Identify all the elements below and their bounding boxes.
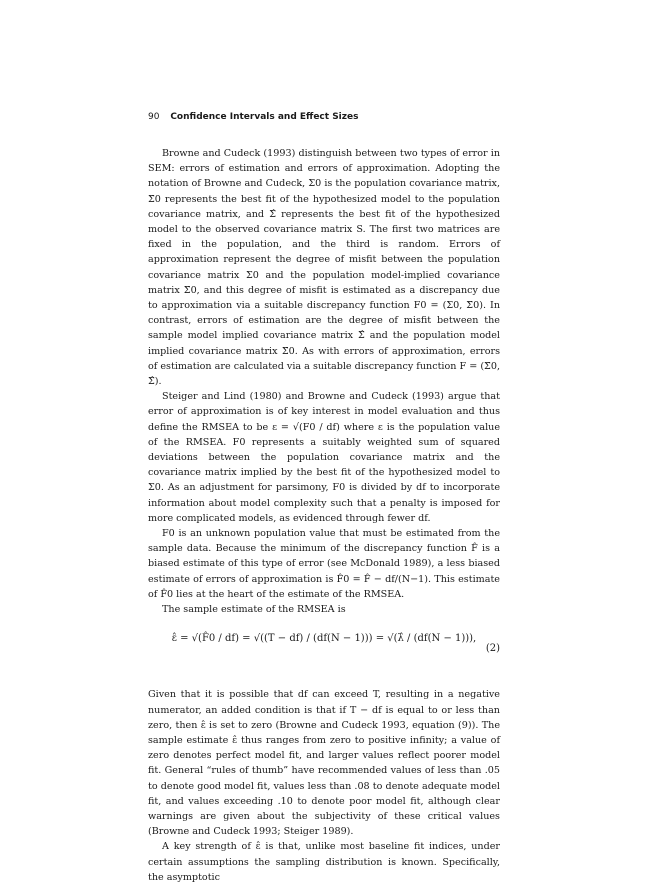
equation-term-1: √(F̂0 / df): [191, 633, 239, 645]
equation-2: [148, 625, 500, 673]
equation-lhs: ε̂ =: [171, 633, 189, 645]
equation-term-2: √((T − df) / (df(N − 1))): [253, 633, 373, 645]
equation-number: (2): [485, 643, 500, 655]
running-header: [148, 112, 358, 122]
body-text: [148, 146, 500, 885]
paragraph-3: F0 is an unknown population value that must be estimated from the sample data. Because the minimum of the discrepancy function F̂ is a biased estimate of this type of error (see McDonald 1989), a less biased estimate of errors of approximation is F̂0 = F̂ − df/(N−1). This estimate of F̂0 lies at the heart of the estimate of the RMSEA.: [148, 528, 500, 600]
page-number: 90: [148, 112, 160, 122]
paragraph-5: Given that it is possible that df can exceed T, resulting in a negative numerator, an added condition is that if T − df is equal to or less than zero, then ε̂ is set to zero (Browne and Cudeck 1993, equation (9)). The sample estimate ε̂ thus ranges from zero to positive infinity; a value of zero denotes perfect model fit, and larger values reflect poorer model fit. General “rules of thumb” have recommended values of less than .05 to denote good model fit, values less than .08 to denote adequate model fit, and values exceeding .10 to denote poor model fit, although clear warnings are given about the subjectivity of these critical values (Browne and Cudeck 1993; Steiger 1989).: [148, 689, 500, 838]
paragraph-1: Browne and Cudeck (1993) distinguish between two types of error in SEM: errors of estimation and errors of approximation. Adopting the notation of Browne and Cudeck, Σ0 is the population covariance matrix, Σ̃0 represents the best fit of the hypothesized model to the population covariance matrix, and Σ̂ represents the best fit of the hypothesized model to the observed covariance matrix S. The first two matrices are fixed in the population, and the third is random. Errors of approximation represent the degree of misfit between the population covariance matrix Σ0 and the population model-implied covariance matrix Σ̃0, and this degree of misfit is estimated as a discrepancy due to approximation via a suitable discrepancy function F0 = (Σ0, Σ̃0). In contrast, errors of estimation are the degree of misfit between the sample model implied covariance matrix Σ̂ and the population model implied covariance matrix Σ̃0. As with errors of approximation, errors of estimation are calculated via a suitable discrepancy function F = (Σ̃0, Σ̂).: [148, 148, 500, 388]
equation-term-3: √(λ̂ / (df(N − 1))),: [387, 633, 477, 645]
paragraph-6: A key strength of ε̂ is that, unlike most baseline fit indices, under certain assumptions the sampling distribution is known. Specifically, the asymptotic: [148, 841, 500, 883]
paragraph-4: The sample estimate of the RMSEA is: [162, 604, 346, 616]
paragraph-2: Steiger and Lind (1980) and Browne and Cudeck (1993) argue that error of approximation is of key interest in model evaluation and thus define the RMSEA to be ε = √(F0 / df) where ε is the population value of the RMSEA. F0 represents a suitably weighted sum of squared deviations between the population covariance matrix and the covariance matrix implied by the best fit of the hypothesized model to Σ0. As an adjustment for parsimony, F0 is divided by df to incorporate information about model complexity such that a penalty is imposed for more complicated models, as evidenced through fewer df.: [148, 391, 500, 524]
equation-body: ε̂ = √(F̂0 / df) = √((T − df) / (df(N − 1))) = √(λ̂ / (df(N − 1))),: [171, 633, 477, 645]
running-title: Confidence Intervals and Effect Sizes: [170, 112, 359, 122]
